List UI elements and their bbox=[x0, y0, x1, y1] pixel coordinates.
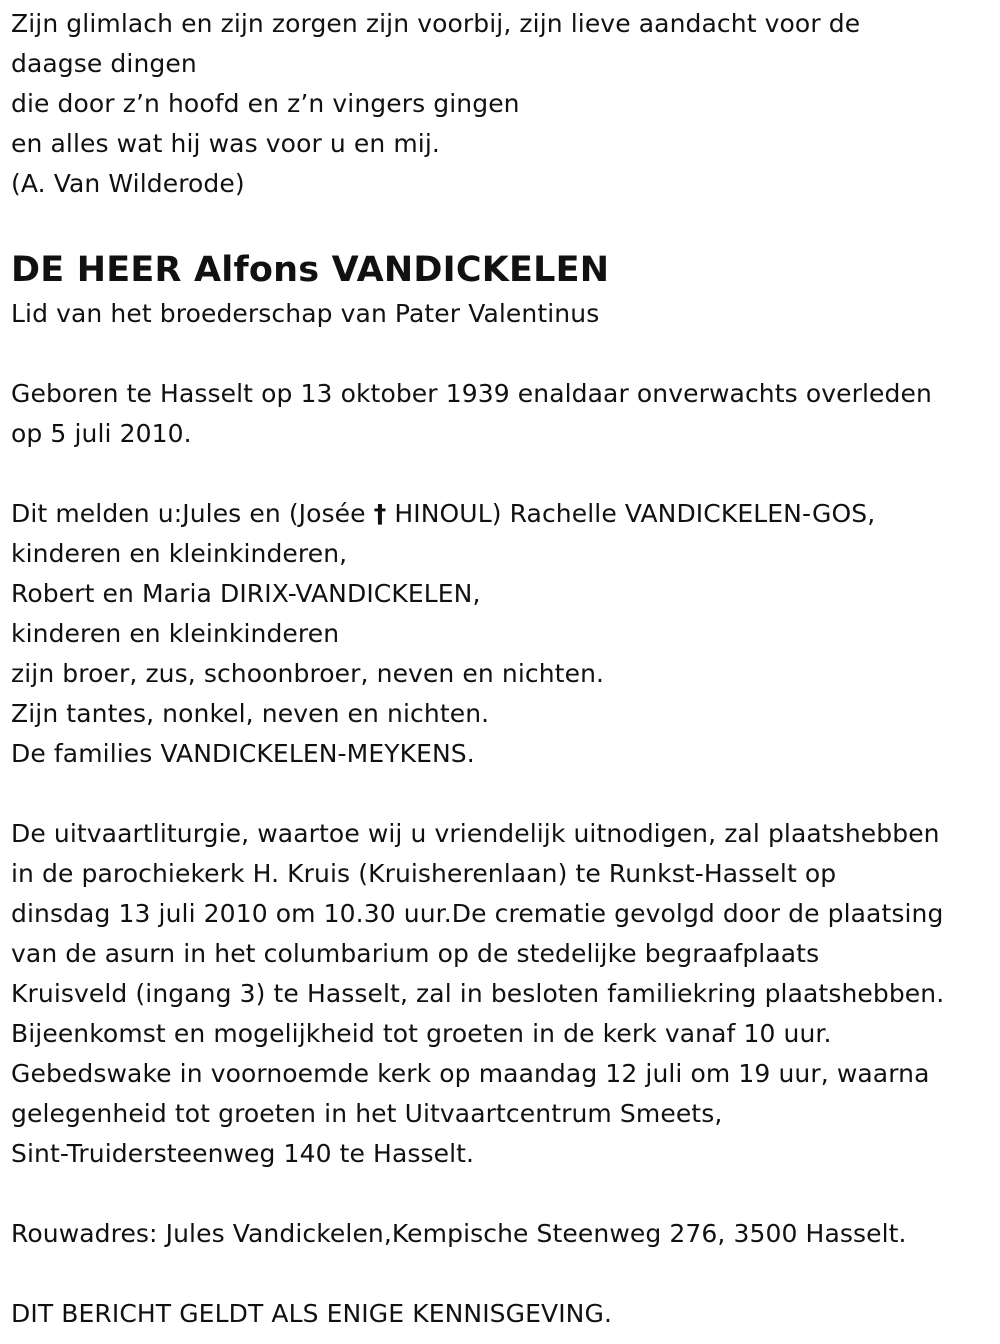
spacer bbox=[11, 204, 996, 244]
announcers-section bbox=[11, 494, 996, 774]
announcers-text-after-cross: HINOUL) Rachelle VANDICKELEN-GOS, bbox=[386, 499, 876, 528]
cross-icon: † bbox=[373, 499, 387, 528]
announcers-text-before-cross: Dit melden u:Jules en (Josée bbox=[11, 499, 374, 528]
spacer bbox=[11, 774, 996, 814]
birth-death-line: op 5 juli 2010. bbox=[11, 419, 192, 448]
deceased-name: DE HEER Alfons VANDICKELEN bbox=[11, 250, 610, 290]
funeral-line: in de parochiekerk H. Kruis (Kruisherenlaan) te Runkst-Hasselt op bbox=[11, 859, 837, 888]
notice-statement: DIT BERICHT GELDT ALS ENIGE KENNISGEVING. bbox=[11, 1299, 612, 1328]
announcers-line: zijn broer, zus, schoonbroer, neven en nichten. bbox=[11, 659, 605, 688]
birth-death-section bbox=[11, 374, 996, 454]
obituary-notice bbox=[11, 4, 996, 1334]
announcers-line: Zijn tantes, nonkel, neven en nichten. bbox=[11, 699, 490, 728]
funeral-line: Kruisveld (ingang 3) te Hasselt, zal in besloten familiekring plaatshebben. bbox=[11, 979, 945, 1008]
announcers-line: Robert en Maria DIRIX-VANDICKELEN, bbox=[11, 579, 481, 608]
poem-line: die door z’n hoofd en z’n vingers gingen bbox=[11, 89, 520, 118]
poem-line: daagse dingen bbox=[11, 49, 197, 78]
spacer bbox=[11, 454, 996, 494]
funeral-line: Bijeenkomst en mogelijkheid tot groeten in de kerk vanaf 10 uur. bbox=[11, 1019, 832, 1048]
funeral-line: van de asurn in het columbarium op de stedelijke begraafplaats bbox=[11, 939, 820, 968]
announcers-line: kinderen en kleinkinderen bbox=[11, 619, 340, 648]
poem-line: en alles wat hij was voor u en mij. bbox=[11, 129, 440, 158]
poem-section bbox=[11, 4, 996, 204]
mourning-address: Rouwadres: Jules Vandickelen,Kempische Steenweg 276, 3500 Hasselt. bbox=[11, 1219, 907, 1248]
announcers-first-line bbox=[11, 494, 996, 534]
funeral-line: dinsdag 13 juli 2010 om 10.30 uur.De crematie gevolgd door de plaatsing bbox=[11, 899, 944, 928]
funeral-line: Sint-Truidersteenweg 140 te Hasselt. bbox=[11, 1139, 475, 1168]
birth-death-line: Geboren te Hasselt op 13 oktober 1939 enaldaar onverwachts overleden bbox=[11, 379, 932, 408]
spacer bbox=[11, 1254, 996, 1294]
spacer bbox=[11, 334, 996, 374]
funeral-section bbox=[11, 814, 996, 1174]
funeral-line: De uitvaartliturgie, waartoe wij u vriendelijk uitnodigen, zal plaatshebben bbox=[11, 819, 940, 848]
deceased-membership: Lid van het broederschap van Pater Valentinus bbox=[11, 299, 600, 328]
deceased-section bbox=[11, 246, 996, 334]
spacer bbox=[11, 1174, 996, 1214]
announcers-line: De families VANDICKELEN-MEYKENS. bbox=[11, 739, 475, 768]
funeral-line: Gebedswake in voornoemde kerk op maandag 12 juli om 19 uur, waarna bbox=[11, 1059, 930, 1088]
poem-line: Zijn glimlach en zijn zorgen zijn voorbij, zijn lieve aandacht voor de bbox=[11, 9, 861, 38]
funeral-line: gelegenheid tot groeten in het Uitvaartcentrum Smeets, bbox=[11, 1099, 723, 1128]
poem-author: (A. Van Wilderode) bbox=[11, 169, 245, 198]
announcers-line: kinderen en kleinkinderen, bbox=[11, 539, 348, 568]
